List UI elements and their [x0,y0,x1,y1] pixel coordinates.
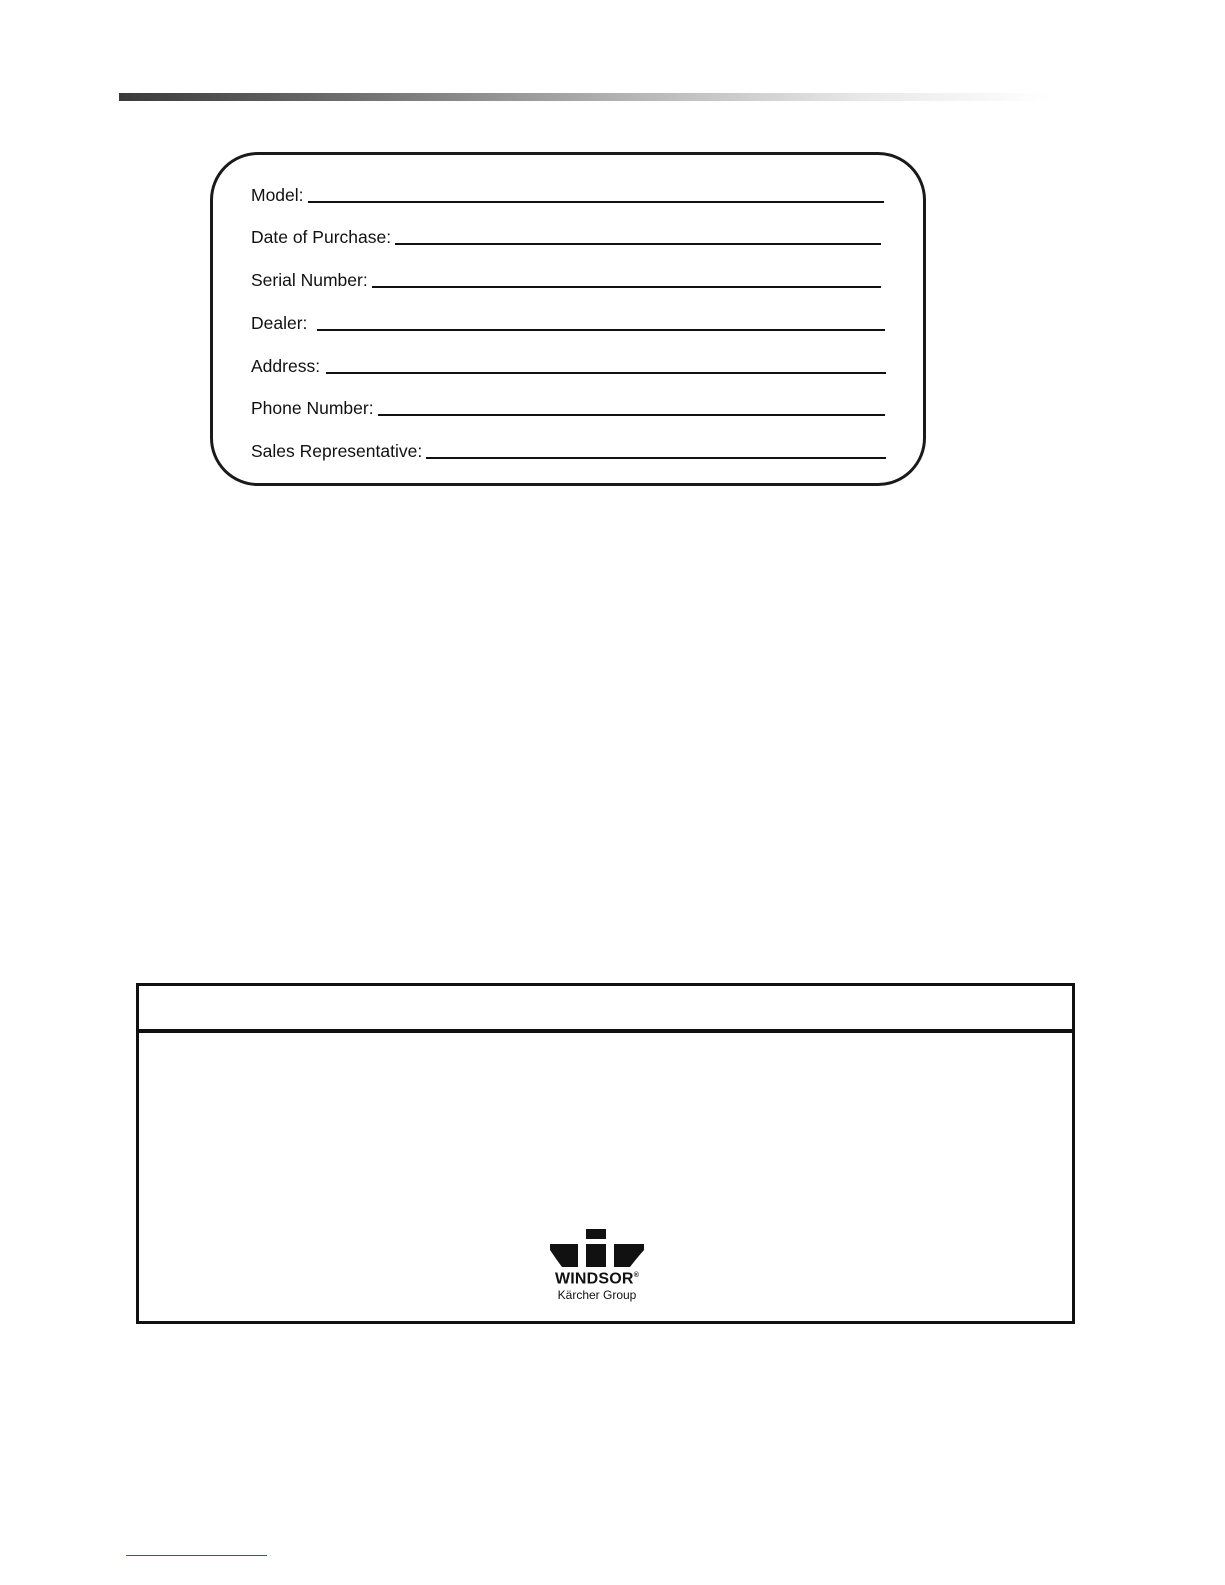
address-label: Address: [251,356,321,376]
sales-representative-field[interactable] [251,437,886,461]
windsor-logo-icon [548,1229,646,1269]
dealer-label: Dealer: [251,313,308,333]
phone-number-label: Phone Number: [251,398,374,418]
windsor-logo [548,1229,646,1305]
footer-link-underline[interactable] [126,1555,267,1556]
address-field[interactable] [251,352,886,376]
phone-number-field[interactable] [251,394,885,418]
model-blank-line[interactable] [308,201,884,203]
sales-representative-label: Sales Representative: [251,441,423,461]
model-field[interactable] [251,181,884,205]
karcher-group-label: Kärcher Group [557,1288,637,1302]
phone-number-blank-line[interactable] [378,414,885,416]
address-blank-line[interactable] [326,372,886,374]
windsor-wordmark [548,1268,646,1287]
trademark-symbol: ® [633,1272,640,1279]
dealer-blank-line[interactable] [317,329,885,331]
serial-number-field[interactable] [251,266,881,290]
date-of-purchase-field[interactable] [251,223,881,247]
sales-representative-blank-line[interactable] [426,457,886,459]
brand-name: WINDSOR [554,1270,634,1288]
dealer-field[interactable] [251,309,885,333]
date-of-purchase-blank-line[interactable] [395,243,881,245]
serial-number-blank-line[interactable] [372,286,881,288]
warranty-info-card [210,152,926,486]
model-label: Model: [251,185,304,205]
date-of-purchase-label: Date of Purchase: [251,227,392,247]
serial-number-label: Serial Number: [251,270,368,290]
header-gradient-rule [119,93,1049,101]
notice-box-header [139,986,1072,1033]
